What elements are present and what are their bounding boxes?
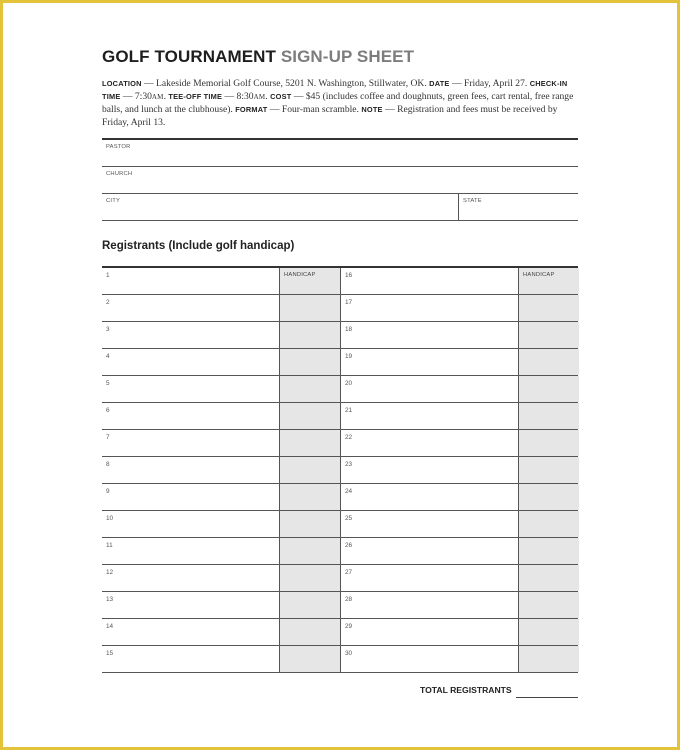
teeoff-key: TEE-OFF TIME: [168, 91, 223, 101]
handicap-cell[interactable]: [279, 565, 340, 591]
registrant-number: 12: [106, 569, 114, 576]
registrant-number: 9: [106, 488, 110, 495]
cost-value: — $45 (includes coffee and doughnuts, green fees, cart rental, free range balls, and lunch at the clubhouse).: [102, 90, 574, 115]
registrant-number: 1: [106, 272, 110, 279]
registrant-row[interactable]: [102, 295, 340, 322]
registrant-row[interactable]: [102, 376, 340, 403]
handicap-cell[interactable]: [518, 484, 579, 510]
handicap-cell[interactable]: [279, 430, 340, 456]
registrant-number: 21: [345, 407, 353, 414]
handicap-cell[interactable]: [279, 322, 340, 348]
handicap-cell[interactable]: [518, 538, 579, 564]
handicap-cell[interactable]: [518, 376, 579, 402]
registrant-number: 4: [106, 353, 110, 360]
registrant-number: 25: [345, 515, 353, 522]
registrant-row[interactable]: [341, 268, 578, 295]
registrant-number: 8: [106, 461, 110, 468]
teeoff-value: — 8:30: [222, 90, 254, 102]
registrant-row[interactable]: [102, 430, 340, 457]
registrant-number: 22: [345, 434, 353, 441]
registrant-number: 19: [345, 353, 353, 360]
registrant-row[interactable]: [341, 565, 578, 592]
registrant-row[interactable]: [102, 538, 340, 565]
registrant-row[interactable]: [341, 403, 578, 430]
handicap-cell[interactable]: [279, 268, 340, 294]
handicap-cell[interactable]: [518, 457, 579, 483]
registrants-heading: Registrants (Include golf handicap): [102, 240, 295, 252]
registrants-column-left: [102, 268, 340, 673]
registrant-row[interactable]: [341, 484, 578, 511]
registrant-row[interactable]: [341, 619, 578, 646]
total-registrants-label: TOTAL REGISTRANTS: [420, 685, 512, 695]
registrant-row[interactable]: [341, 511, 578, 538]
note-value: — Registration and fees must be received by Friday, April 13.: [102, 103, 558, 128]
date-key: DATE: [429, 79, 450, 88]
pastor-field[interactable]: [102, 140, 578, 167]
registrant-number: 6: [106, 407, 110, 414]
handicap-cell[interactable]: [518, 430, 579, 456]
registrant-row[interactable]: [102, 592, 340, 619]
date-value: — Friday, April 27.: [449, 78, 528, 89]
registrant-number: 14: [106, 623, 114, 630]
title-primary: GOLF TOURNAMENT: [102, 47, 277, 66]
handicap-cell[interactable]: [518, 349, 579, 375]
registrant-number: 2: [106, 299, 110, 306]
state-field[interactable]: [458, 194, 578, 220]
registrant-row[interactable]: [341, 322, 578, 349]
handicap-label: HANDICAP: [284, 272, 316, 278]
note-key: NOTE: [361, 104, 383, 114]
handicap-cell[interactable]: [518, 322, 579, 348]
event-details: [102, 78, 578, 130]
church-label: CHURCH: [106, 171, 133, 177]
registrant-row[interactable]: [102, 457, 340, 484]
registrant-row[interactable]: [102, 268, 340, 295]
handicap-cell[interactable]: [279, 511, 340, 537]
church-field[interactable]: [102, 167, 578, 194]
state-label: STATE: [463, 198, 482, 204]
registrant-row[interactable]: [102, 403, 340, 430]
registrant-row[interactable]: [102, 565, 340, 592]
checkin-value: — 7:30: [120, 90, 152, 102]
teeoff-ampm: AM: [253, 92, 266, 101]
registrant-number: 11: [106, 542, 113, 549]
handicap-cell[interactable]: [518, 511, 579, 537]
handicap-cell[interactable]: [279, 295, 340, 321]
registrant-row[interactable]: [341, 592, 578, 619]
handicap-cell[interactable]: [518, 619, 579, 645]
checkin-separator: .: [163, 90, 169, 102]
city-label: CITY: [106, 198, 121, 204]
contact-info-block: [102, 138, 578, 221]
handicap-cell[interactable]: [279, 349, 340, 375]
handicap-cell[interactable]: [518, 565, 579, 591]
format-key: FORMAT: [235, 104, 268, 114]
location-key: LOCATION: [102, 79, 142, 88]
handicap-cell[interactable]: [279, 592, 340, 618]
registrant-number: 5: [106, 380, 110, 387]
registrant-number: 15: [106, 650, 114, 657]
handicap-cell[interactable]: [279, 484, 340, 510]
pastor-label: PASTOR: [106, 144, 131, 150]
registrant-row[interactable]: [341, 349, 578, 376]
handicap-cell[interactable]: [518, 592, 579, 618]
registrant-number: 26: [345, 542, 353, 549]
registrant-row[interactable]: [102, 511, 340, 538]
registrant-number: 17: [345, 299, 353, 306]
handicap-cell[interactable]: [518, 268, 579, 294]
registrant-number: 27: [345, 569, 353, 576]
cost-key: COST: [270, 91, 292, 101]
registrant-number: 30: [345, 650, 353, 657]
registrant-row[interactable]: [102, 484, 340, 511]
registrant-number: 29: [345, 623, 353, 630]
registrant-row[interactable]: [341, 457, 578, 484]
registrant-number: 18: [345, 326, 353, 333]
handicap-cell[interactable]: [279, 619, 340, 645]
registrant-row[interactable]: [341, 376, 578, 403]
total-registrants-field[interactable]: [516, 697, 578, 698]
page-title: [102, 47, 414, 67]
registrant-number: 20: [345, 380, 353, 387]
registrant-number: 7: [106, 434, 110, 441]
registrant-row[interactable]: [102, 349, 340, 376]
registrant-row[interactable]: [341, 295, 578, 322]
registrant-number: 28: [345, 596, 353, 603]
city-field[interactable]: [102, 194, 578, 221]
registrant-row[interactable]: [102, 619, 340, 646]
format-value: — Four-man scramble.: [267, 103, 362, 115]
handicap-cell[interactable]: [518, 295, 579, 321]
handicap-cell[interactable]: [279, 538, 340, 564]
registrant-number: 23: [345, 461, 353, 468]
registrant-row[interactable]: [102, 646, 340, 673]
handicap-label: HANDICAP: [523, 272, 555, 278]
handicap-cell[interactable]: [518, 403, 579, 429]
handicap-cell[interactable]: [279, 457, 340, 483]
handicap-cell[interactable]: [279, 646, 340, 672]
registrant-row[interactable]: [341, 538, 578, 565]
registrant-number: 13: [106, 596, 114, 603]
registrant-number: 24: [345, 488, 353, 495]
handicap-cell[interactable]: [279, 403, 340, 429]
registrants-table: [102, 266, 578, 673]
location-value: — Lakeside Memorial Golf Course, 5201 N. Washington, Stillwater, OK.: [141, 78, 430, 89]
checkin-key: CHECK-IN TIME: [102, 79, 568, 101]
handicap-cell[interactable]: [279, 376, 340, 402]
registrant-row[interactable]: [341, 646, 578, 673]
registrant-number: 3: [106, 326, 110, 333]
registrant-row[interactable]: [102, 322, 340, 349]
checkin-ampm: AM: [151, 92, 164, 101]
teeoff-separator: .: [265, 90, 271, 102]
registrants-column-right: [340, 268, 578, 673]
handicap-cell[interactable]: [518, 646, 579, 672]
registrant-row[interactable]: [341, 430, 578, 457]
registrant-number: 10: [106, 515, 114, 522]
registrant-number: 16: [345, 272, 353, 279]
title-secondary: SIGN-UP SHEET: [280, 47, 415, 66]
